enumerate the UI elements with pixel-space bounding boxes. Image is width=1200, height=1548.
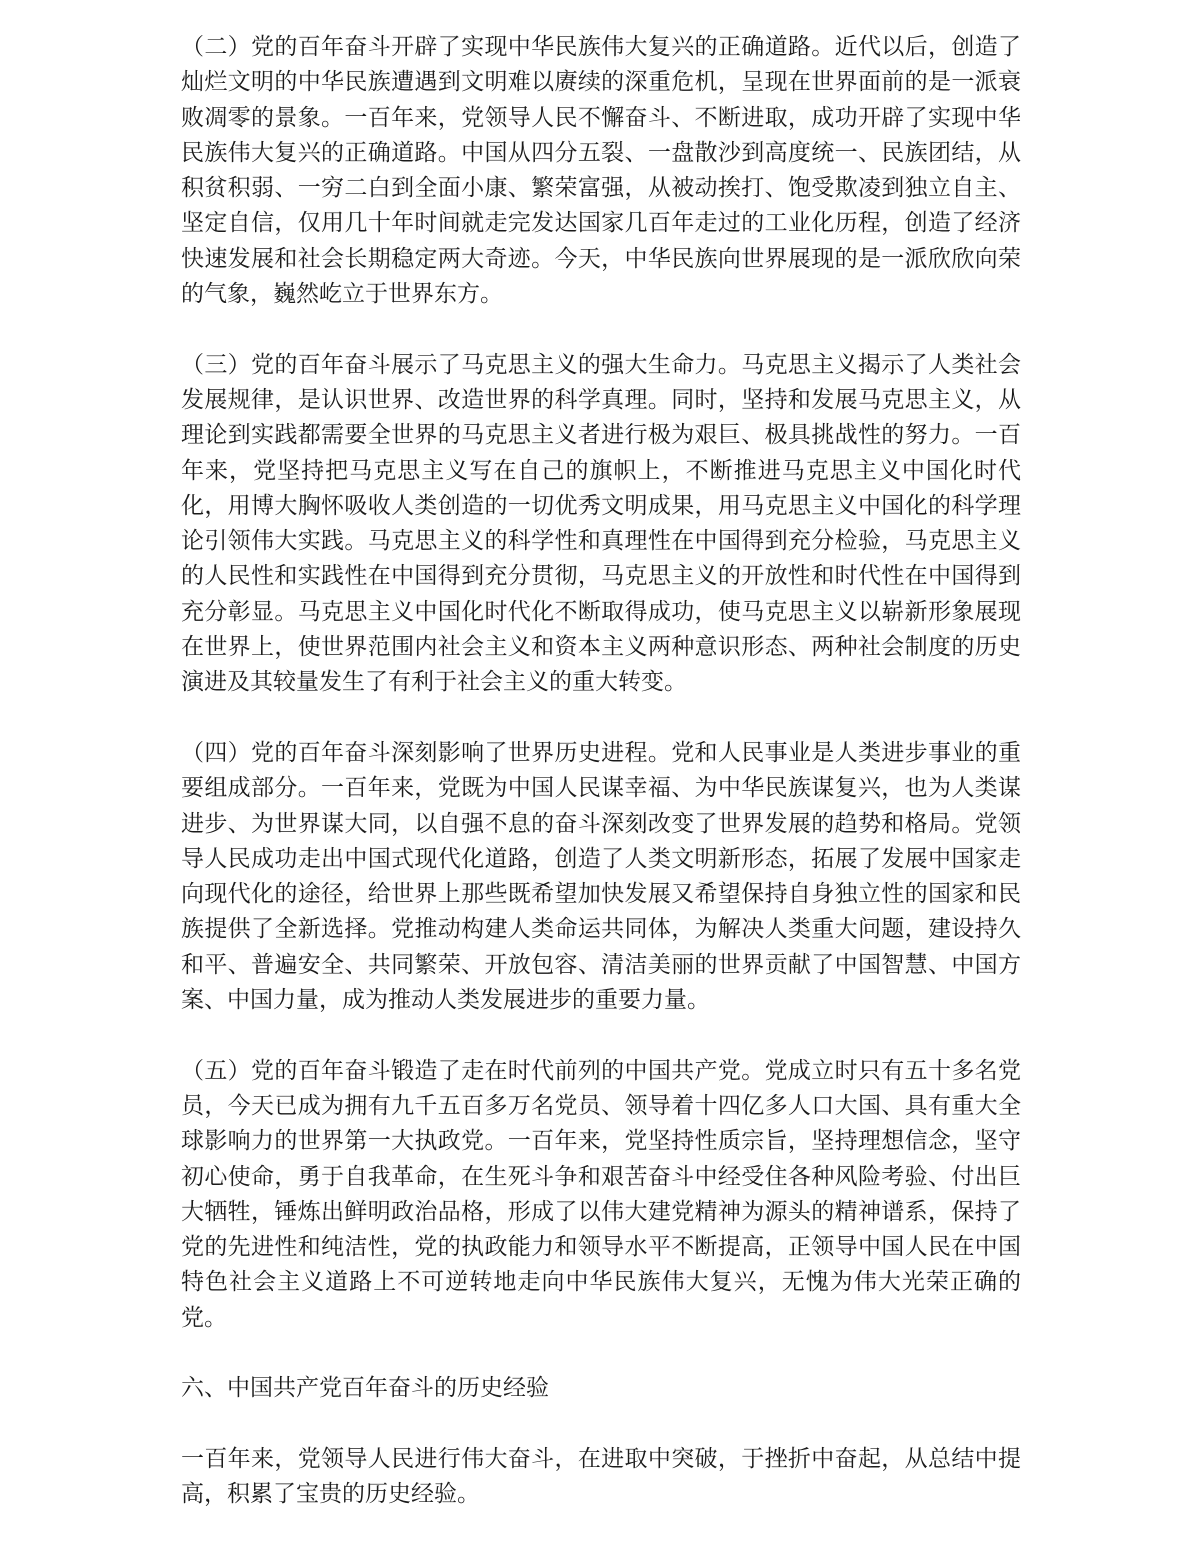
paragraph-section-three: （三）党的百年奋斗展示了马克思主义的强大生命力。马克思主义揭示了人类社会发展规律，是认识世界、改造世界的科学真理。同时，坚持和发展马克思主义，从理论到实践都需要全世界的马克思主义者进行极为艰巨、极具挑战性的努力。一百年来，党坚持把马克思主义写在自己的旗帜上，不断推进马克思主义中国化时代化，用博大胸怀吸收人类创造的一切优秀文明成果，用马克思主义中国化的科学理论引领伟大实践。马克思主义的科学性和真理性在中国得到充分检验，马克思主义的人民性和实践性在中国得到充分贯彻，马克思主义的开放性和时代性在中国得到充分彰显。马克思主义中国化时代化不断取得成功，使马克思主义以崭新形象展现在世界上，使世界范围内社会主义和资本主义两种意识形态、两种社会制度的历史演进及其较量发生了有利于社会主义的重大转变。 xyxy=(181,351,1021,696)
paragraph-section-five: （五）党的百年奋斗锻造了走在时代前列的中国共产党。党成立时只有五十多名党员，今天已成为拥有九千五百多万名党员、领导着十四亿多人口大国、具有重大全球影响力的世界第一大执政党。一百年来，党坚持性质宗旨，坚持理想信念，坚守初心使命，勇于自我革命，在生死斗争和艰苦奋斗中经受住各种风险考验、付出巨大牺牲，锤炼出鲜明政治品格，形成了以伟大建党精神为源头的精神谱系，保持了党的先进性和纯洁性，党的执政能力和领导水平不断提高，正领导中国人民在中国特色社会主义道路上不可逆转地走向中华民族伟大复兴，无愧为伟大光荣正确的党。 xyxy=(181,1057,1021,1331)
paragraph-section-two: （二）党的百年奋斗开辟了实现中华民族伟大复兴的正确道路。近代以后，创造了灿烂文明的中华民族遭遇到文明难以赓续的深重危机，呈现在世界面前的是一派衰败凋零的景象。一百年来，党领导人民不懈奋斗、不断进取，成功开辟了实现中华民族伟大复兴的正确道路。中国从四分五裂、一盘散沙到高度统一、民族团结，从积贫积弱、一穷二白到全面小康、繁荣富强，从被动挨打、饱受欺凌到独立自主、坚定自信，仅用几十年时间就走完发达国家几百年走过的工业化历程，创造了经济快速发展和社会长期稳定两大奇迹。今天，中华民族向世界展现的是一派欣欣向荣的气象，巍然屹立于世界东方。 xyxy=(181,34,1021,308)
document-page xyxy=(181,30,1021,1548)
paragraph-section-four: （四）党的百年奋斗深刻影响了世界历史进程。党和人民事业是人类进步事业的重要组成部分。一百年来，党既为中国人民谋幸福、为中华民族谋复兴，也为人类谋进步、为世界谋大同，以自强不息的奋斗深刻改变了世界发展的趋势和格局。党领导人民成功走出中国式现代化道路，创造了人类文明新形态，拓展了发展中国家走向现代化的途径，给世界上那些既希望加快发展又希望保持自身独立性的国家和民族提供了全新选择。党推动构建人类命运共同体，为解决人类重大问题，建设持久和平、普遍安全、共同繁荣、开放包容、清洁美丽的世界贡献了中国智慧、中国方案、中国力量，成为推动人类发展进步的重要力量。 xyxy=(181,739,1021,1014)
section-heading: 六、中国共产党百年奋斗的历史经验 xyxy=(181,1375,549,1402)
closing-paragraph: 一百年来，党领导人民进行伟大奋斗，在进取中突破，于挫折中奋起，从总结中提高，积累了宝贵的历史经验。 xyxy=(181,1445,1021,1508)
